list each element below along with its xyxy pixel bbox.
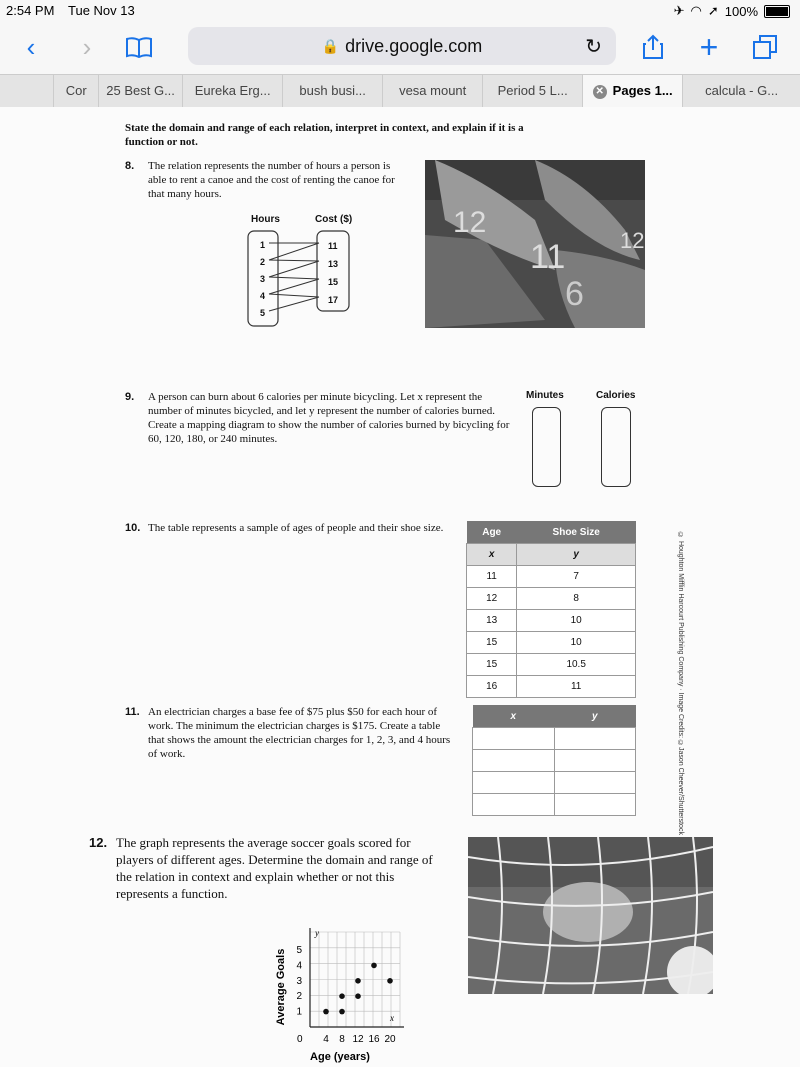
forward-icon[interactable]: › bbox=[82, 31, 92, 62]
data-point bbox=[339, 1009, 345, 1015]
table-header: Age bbox=[467, 521, 517, 544]
tab-2[interactable]: Eureka Erg... bbox=[182, 75, 282, 107]
wifi-icon: ◠ bbox=[690, 3, 702, 18]
close-tab-icon[interactable]: ✕ bbox=[593, 85, 607, 99]
table-header: x bbox=[473, 705, 555, 728]
y-tick-label: 3 bbox=[296, 975, 302, 987]
hour-value: 5 bbox=[260, 308, 266, 318]
cost-values bbox=[328, 237, 338, 309]
table-cell: 10 bbox=[517, 632, 636, 654]
tab-0[interactable]: Cor bbox=[53, 75, 98, 107]
new-tab-icon[interactable]: + bbox=[699, 28, 719, 65]
table-cell bbox=[554, 794, 636, 816]
data-point bbox=[371, 963, 377, 969]
x-axis-letter: x bbox=[390, 1013, 394, 1023]
x-tick-label: 8 bbox=[339, 1034, 345, 1045]
table-cell: 11 bbox=[467, 566, 517, 588]
table-cell: 15 bbox=[467, 654, 517, 676]
table-cell bbox=[554, 750, 636, 772]
table-cell bbox=[473, 728, 555, 750]
q12-number: 12. bbox=[89, 835, 108, 850]
hour-value: 4 bbox=[260, 291, 266, 301]
y-axis-letter: y bbox=[315, 928, 319, 938]
table-header: Shoe Size bbox=[517, 521, 636, 544]
tab-7[interactable]: calcula - G... bbox=[682, 75, 800, 107]
table-cell bbox=[473, 750, 555, 772]
data-point bbox=[355, 993, 361, 999]
tab-1[interactable]: 25 Best G... bbox=[98, 75, 182, 107]
table-cell: 10.5 bbox=[517, 654, 636, 676]
back-icon[interactable]: ‹ bbox=[26, 31, 36, 62]
table-cell: 7 bbox=[517, 566, 636, 588]
y-tick-label: 5 bbox=[296, 945, 302, 956]
q9-text: A person can burn about 6 calories per minute bicycling. Let x represent the number of minutes bicycled, and let y represent the number of calories burned. Create a mapping diagram to show the number of calories burned by bicycling for 60, 120, 180, or 240 minutes. bbox=[148, 391, 510, 445]
x-axis-label: Age (years) bbox=[310, 1051, 370, 1063]
location-icon: ➚ bbox=[707, 3, 719, 18]
y-tick-label: 4 bbox=[296, 960, 302, 972]
minutes-label: Minutes bbox=[526, 390, 564, 401]
lock-icon: 🔒 bbox=[321, 37, 340, 54]
table-cell bbox=[473, 794, 555, 816]
tab-6-active[interactable] bbox=[582, 75, 682, 107]
cost-label: Cost ($) bbox=[315, 214, 353, 225]
cost-value: 15 bbox=[328, 277, 339, 287]
cost-value: 13 bbox=[328, 259, 339, 269]
table-cell bbox=[473, 772, 555, 794]
q10-text: The table represents a sample of ages of people and their shoe size. bbox=[148, 522, 444, 534]
minutes-oval bbox=[532, 407, 561, 487]
svg-text:12: 12 bbox=[620, 228, 645, 253]
table-cell: y bbox=[517, 544, 636, 566]
url-text: drive.google.com bbox=[345, 35, 483, 56]
q8-number: 8. bbox=[125, 160, 135, 172]
data-point bbox=[339, 993, 345, 999]
address-bar[interactable] bbox=[188, 27, 616, 65]
data-point bbox=[323, 1009, 329, 1015]
y-tick-label: 2 bbox=[296, 991, 302, 1003]
x-tick-label: 4 bbox=[323, 1034, 329, 1045]
instructions: State the domain and range of each relation, interpret in context, and explain if it is a function or not. bbox=[125, 122, 524, 148]
q11-number: 11. bbox=[125, 706, 140, 718]
svg-text:12: 12 bbox=[453, 206, 487, 239]
hour-value: 2 bbox=[260, 257, 266, 267]
data-point bbox=[355, 978, 361, 984]
tab-5[interactable]: Period 5 L... bbox=[482, 75, 582, 107]
tab-6-label: Pages 1... bbox=[612, 83, 673, 98]
x-tick-label: 20 bbox=[384, 1034, 396, 1045]
shoe-size-table bbox=[466, 521, 636, 698]
battery-icon bbox=[764, 5, 790, 18]
y-tick-label: 1 bbox=[296, 1006, 302, 1018]
status-right bbox=[674, 3, 790, 19]
document-page bbox=[0, 107, 800, 1067]
table-cell bbox=[554, 772, 636, 794]
y-axis-label: Average Goals bbox=[275, 948, 287, 1026]
browser-toolbar bbox=[0, 22, 800, 74]
table-cell: x bbox=[467, 544, 517, 566]
table-cell: 10 bbox=[517, 610, 636, 632]
table-cell: 13 bbox=[467, 610, 517, 632]
table-cell: 11 bbox=[517, 676, 636, 698]
q11-text: An electrician charges a base fee of $75 plus $50 for each hour of work. The minimum the electrician charges is $175. Create a table that shows the amount the electrician charges for 1, 2, 3, and 4 hours of work. bbox=[148, 706, 451, 760]
tab-3[interactable]: bush busi... bbox=[282, 75, 382, 107]
image-credit: © Houghton Mifflin Harcourt Publishing Company · Image Credits: ©Jason Cheever/Shutterstock bbox=[677, 532, 684, 835]
tabs-overview-icon[interactable] bbox=[748, 30, 782, 64]
table-cell: 8 bbox=[517, 588, 636, 610]
x-tick-label: 16 bbox=[368, 1034, 380, 1045]
calories-oval bbox=[601, 407, 631, 487]
hours-label: Hours bbox=[251, 214, 280, 225]
table-header: y bbox=[554, 705, 636, 728]
hour-value: 1 bbox=[260, 240, 266, 250]
tab-4[interactable]: vesa mount bbox=[382, 75, 482, 107]
x-tick-label: 12 bbox=[352, 1034, 364, 1045]
cost-value: 11 bbox=[328, 241, 338, 251]
svg-text:6: 6 bbox=[565, 275, 584, 313]
soccer-goals-chart bbox=[270, 922, 410, 1067]
cost-value: 17 bbox=[328, 295, 339, 305]
q10-number: 10. bbox=[125, 522, 141, 534]
share-icon[interactable] bbox=[636, 30, 670, 64]
table-cell: 15 bbox=[467, 632, 517, 654]
soccer-photo bbox=[468, 837, 713, 994]
hours-values bbox=[260, 237, 265, 322]
electrician-table bbox=[472, 705, 636, 816]
table-cell: 16 bbox=[467, 676, 517, 698]
table-cell bbox=[554, 728, 636, 750]
svg-text:11: 11 bbox=[530, 238, 566, 276]
status-time: 2:54 PM bbox=[6, 3, 55, 18]
q9-number: 9. bbox=[125, 391, 135, 403]
q12-text: The graph represents the average soccer goals scored for players of different ages. Determine the domain and range of the relation in context and explain whether or not this represents a function. bbox=[116, 835, 433, 901]
status-bar bbox=[0, 0, 800, 22]
canoe-photo bbox=[425, 160, 645, 328]
status-date: Tue Nov 13 bbox=[68, 3, 135, 18]
table-cell: 12 bbox=[467, 588, 517, 610]
calories-label: Calories bbox=[596, 390, 636, 401]
airplane-icon: ✈ bbox=[673, 3, 685, 18]
hour-value: 3 bbox=[260, 274, 266, 284]
q8-text: The relation represents the number of hours a person is able to rent a canoe and the cost of renting the canoe for that many hours. bbox=[148, 160, 395, 200]
bookmarks-icon[interactable] bbox=[122, 30, 156, 64]
data-point bbox=[387, 978, 393, 984]
origin-label: 0 bbox=[297, 1034, 303, 1045]
battery-percent: 100% bbox=[724, 3, 758, 19]
reload-icon[interactable]: ↻ bbox=[585, 36, 602, 58]
tab-strip bbox=[0, 74, 800, 108]
